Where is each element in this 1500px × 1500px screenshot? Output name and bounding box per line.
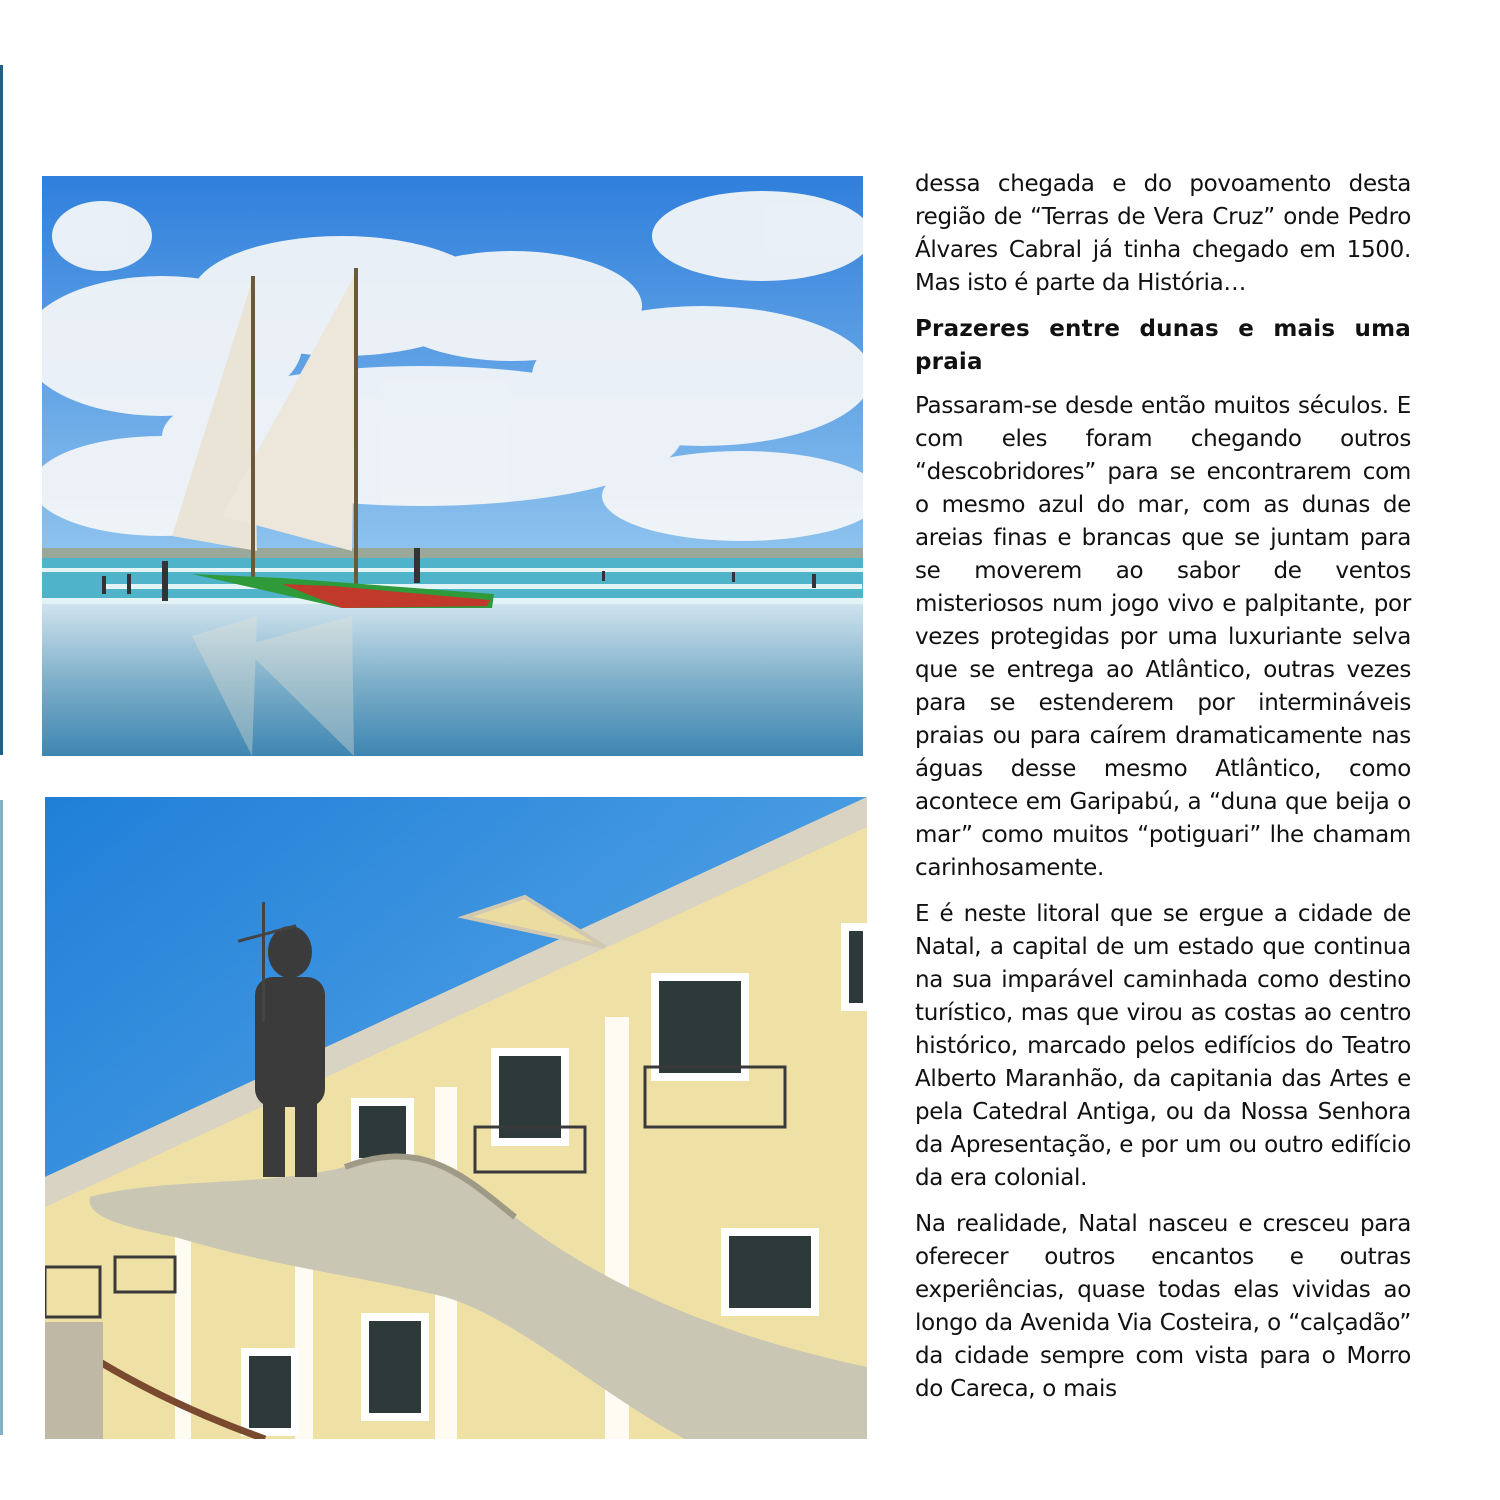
beach-sailboats-photo bbox=[42, 176, 863, 756]
section-heading: Prazeres entre dunas e mais uma praia bbox=[915, 316, 1411, 375]
article-paragraph: dessa chegada e do povoamento desta região de “Terras de Vera Cruz” onde Pedro Álvares Cabral já tinha chegado em 1500. Mas isto é parte da História… bbox=[915, 171, 1411, 296]
statue-historic-building-photo bbox=[45, 797, 867, 1439]
left-edge-strip-bottom bbox=[0, 800, 3, 1435]
article-paragraph: Na realidade, Natal nasceu e cresceu para oferecer outros encantos e outras experiências, quase todas elas vividas ao longo da Avenida Via Costeira, o “calçadão” da cidade sempre com vista para o Morro do Careca, o mais bbox=[915, 1211, 1411, 1402]
left-edge-strip-top bbox=[0, 65, 3, 755]
article-paragraph: Passaram-se desde então muitos séculos. E com eles foram chegando outros “descobridores” para se encontrarem com o mesmo azul do mar, com as dunas de areias finas e brancas que se juntam para se moverem ao sabor de ventos misteriosos num jogo vivo e palpitante, por vezes protegidas por uma luxuriante selva que se entrega ao Atlântico, outras vezes para se estenderem por intermináveis praias ou para caírem dramaticamente nas águas desse mesmo Atlântico, como acontece em Garipabú, a “duna que beija o mar” como muitos “potiguari” lhe chamam carinhosamente. bbox=[915, 393, 1411, 881]
article-paragraph: E é neste litoral que se ergue a cidade de Natal, a capital de um estado que continua na sua imparável caminhada como destino turístico, mas que virou as costas ao centro histórico, marcado pelos edifícios do Teatro Alberto Maranhão, da capitania das Artes e pela Catedral Antiga, ou da Nossa Senhora da Apresentação, e por um ou outro edifício da era colonial. bbox=[915, 901, 1411, 1191]
article-text-column bbox=[915, 168, 1411, 1419]
